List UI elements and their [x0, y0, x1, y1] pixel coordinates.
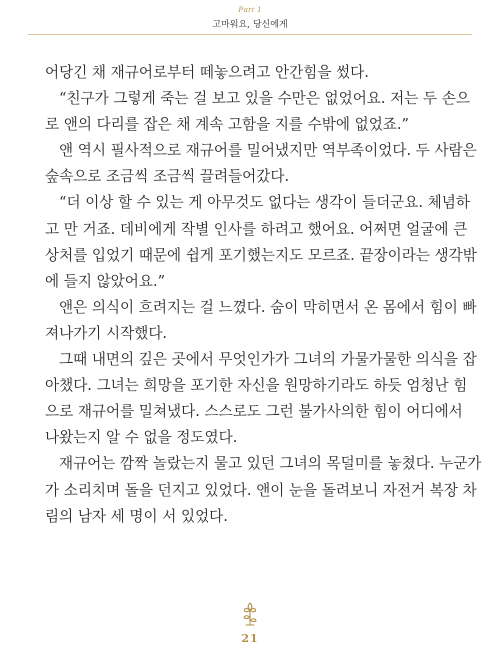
page-number: 21: [241, 632, 259, 645]
text-line: 으로 재규어를 밀쳐냈다. 스스로도 그런 불가사의한 힘이 어디에서: [45, 403, 463, 421]
text-line: 에 들지 않았어요.”: [45, 272, 166, 290]
flower-ornament-icon: [234, 598, 266, 630]
paragraph: [45, 347, 477, 451]
text-line: 그때 내면의 깊은 곳에서 무엇인가가 그녀의 가물가물한 의식을 잡: [59, 351, 477, 369]
chapter-title: 고마워요, 당신에게: [212, 20, 288, 30]
part-label: Part 1: [238, 5, 262, 14]
text-line: 상처를 입었기 때문에 쉽게 포기했는지도 모르죠. 끝장이라는 생각밖: [45, 246, 477, 264]
text-line: 어당긴 채 재규어로부터 떼놓으려고 안간힘을 썼다.: [45, 64, 369, 81]
text-line: 숲속으로 조금씩 조금씩 끌려들어갔다.: [45, 168, 290, 186]
text-line: 아챘다. 그녀는 희망을 포기한 자신을 원망하기라도 하듯 엄청난 힘: [45, 377, 468, 395]
paragraph: [45, 190, 477, 294]
text-line: 림의 남자 세 명이 서 있었다.: [45, 507, 228, 525]
text-line: 고 만 거죠. 데비에게 작별 인사를 하려고 했어요. 어쩌면 얼굴에 큰: [45, 220, 468, 238]
paragraph: [45, 451, 482, 529]
paragraph: [45, 295, 477, 347]
text-line: 나왔는지 알 수 없을 정도였다.: [45, 429, 238, 447]
text-line: “더 이상 할 수 있는 게 아무것도 없다는 생각이 들더군요. 체념하: [59, 194, 470, 212]
body-text: [45, 60, 482, 530]
text-line: 가 소리치며 돌을 던지고 있었다. 앤이 눈을 돌려보니 자전거 복장 차: [45, 481, 477, 499]
text-line: 로 앤의 다리를 잡은 채 계속 고함을 지를 수밖에 없었죠.”: [45, 116, 409, 134]
header-divider: [28, 34, 472, 35]
text-line: 앤은 의식이 흐려지는 걸 느꼈다. 숨이 막히면서 온 몸에서 힘이 빠: [59, 298, 477, 316]
text-line: 재규어는 깜짝 놀랐는지 물고 있던 그녀의 목덜미를 놓쳤다. 누군가: [59, 455, 482, 473]
paragraph: [45, 86, 470, 138]
text-line: 앤 역시 필사적으로 재규어를 밀어냈지만 역부족이었다. 두 사람은: [59, 142, 477, 160]
paragraph: [45, 60, 460, 86]
text-line: “친구가 그렇게 죽는 걸 보고 있을 수만은 없었어요. 저는 두 손으: [59, 90, 470, 108]
text-line: 져나가기 시작했다.: [45, 324, 168, 342]
paragraph: [45, 138, 477, 190]
